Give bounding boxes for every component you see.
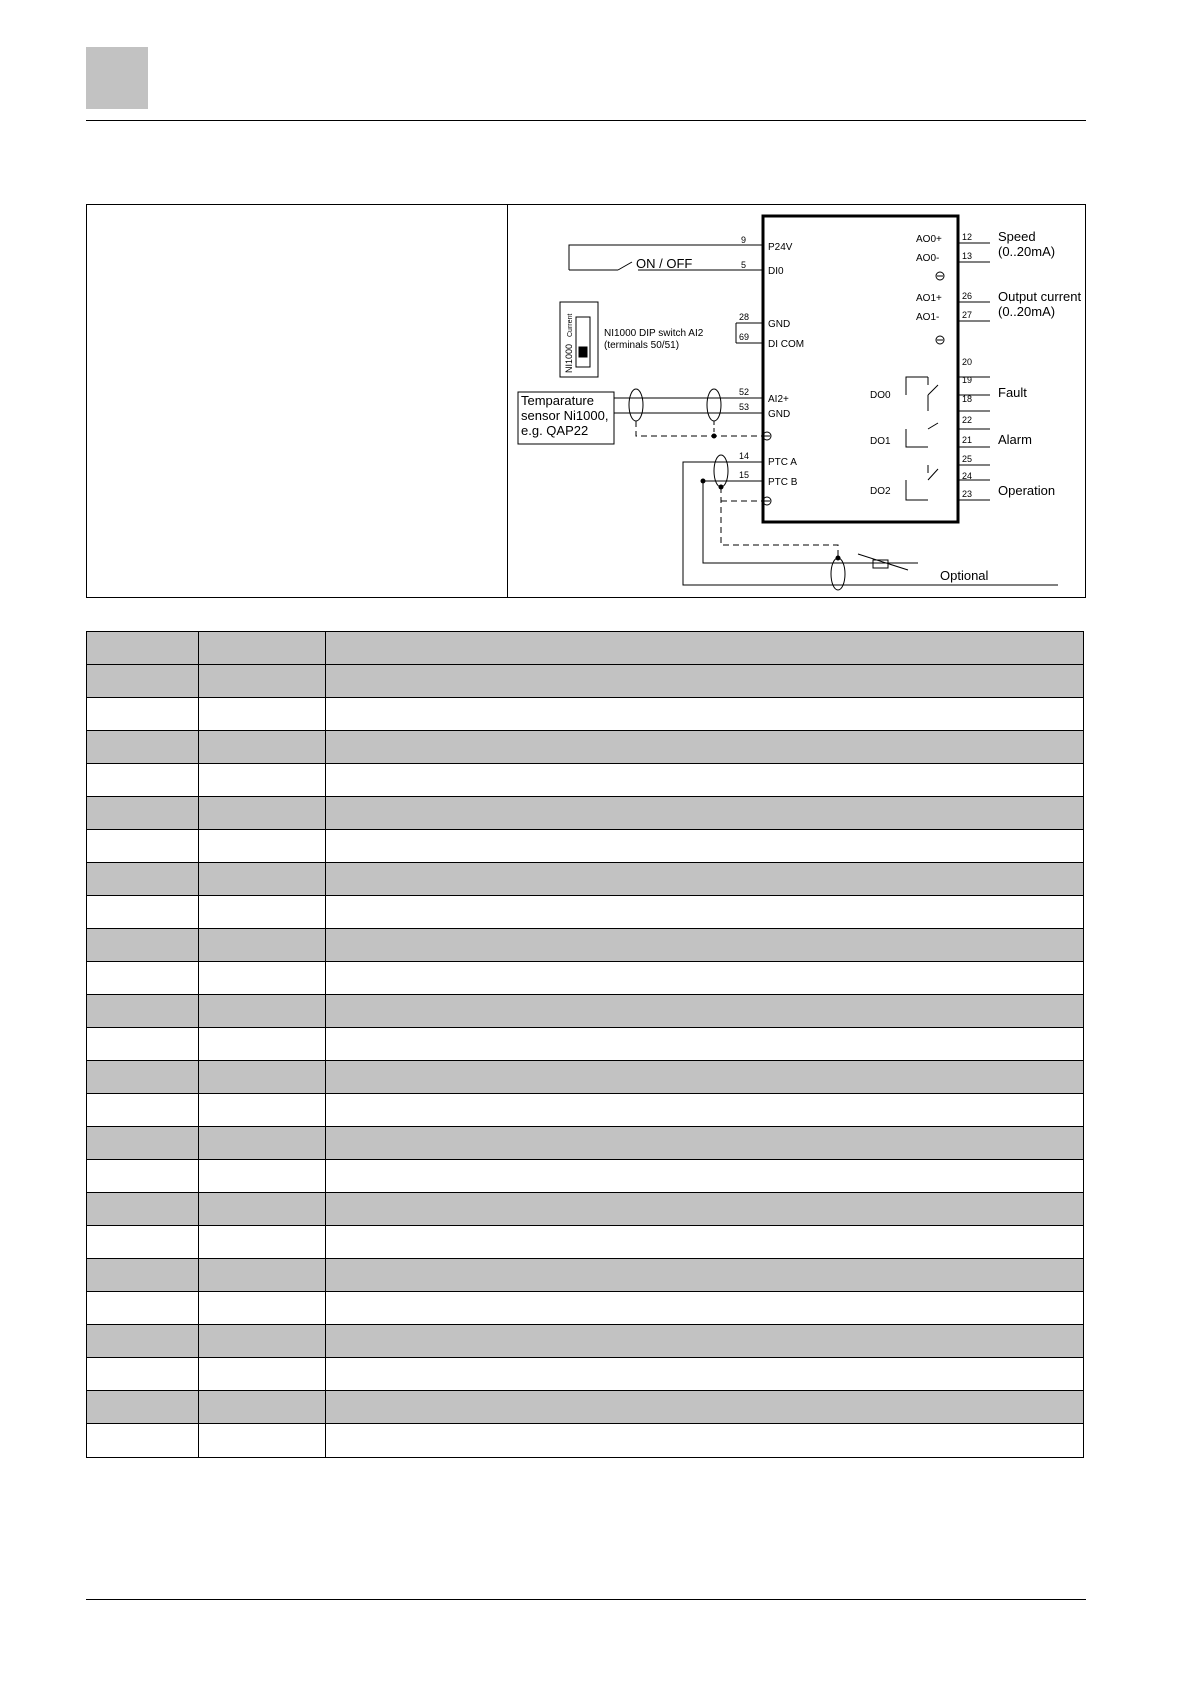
dip-switch-title: NI1000 DIP switch AI2 [604, 328, 704, 339]
terminal-69: 69 [739, 332, 750, 342]
table-cell [326, 962, 1083, 994]
table-row [87, 962, 1083, 995]
pin-gnd1: GND [768, 319, 791, 330]
terminal-52: 52 [739, 387, 750, 397]
table-cell [326, 1094, 1083, 1126]
pin-ao1m: AO1- [916, 312, 940, 323]
table-cell [199, 1028, 326, 1060]
table-cell [87, 698, 199, 730]
table-row [87, 1259, 1083, 1292]
table-header-cell [326, 632, 1083, 664]
table-cell [87, 764, 199, 796]
table-row [87, 995, 1083, 1028]
pin-ptca: PTC A [768, 457, 797, 468]
table-cell [199, 896, 326, 928]
terminal-14: 14 [739, 451, 750, 461]
pin-ptcb: PTC B [768, 477, 798, 488]
table-cell [199, 1127, 326, 1159]
table-header-cell [199, 632, 326, 664]
table-row [87, 830, 1083, 863]
on-off-label: ON / OFF [636, 256, 693, 271]
table-row [87, 1391, 1083, 1424]
table-cell [87, 962, 199, 994]
table-cell [199, 764, 326, 796]
operation-label: Operation [998, 483, 1056, 498]
table-cell [326, 1259, 1083, 1291]
table-cell [87, 1094, 199, 1126]
table-cell [199, 1292, 326, 1324]
figure-caption-area [87, 205, 508, 597]
terminal-21: 21 [962, 435, 973, 445]
table-cell [87, 1424, 199, 1457]
table-cell [199, 1226, 326, 1258]
table-cell [87, 1358, 199, 1390]
table-row [87, 1325, 1083, 1358]
sensor-label-line1: Temparature [521, 393, 594, 408]
dip-current-label: Current [567, 313, 574, 337]
table-row [87, 1094, 1083, 1127]
table-cell [87, 731, 199, 763]
table-cell [87, 1226, 199, 1258]
header-divider [86, 120, 1086, 121]
table-row [87, 797, 1083, 830]
table-cell [326, 1424, 1083, 1457]
table-cell [326, 1160, 1083, 1192]
table-cell [87, 797, 199, 829]
table-cell [199, 698, 326, 730]
table-row [87, 1193, 1083, 1226]
table-cell [326, 1028, 1083, 1060]
table-cell [199, 1061, 326, 1093]
table-cell [326, 830, 1083, 862]
table-cell [199, 929, 326, 961]
table-cell [87, 1325, 199, 1357]
sensor-label-line2: sensor Ni1000, [521, 408, 609, 423]
terminal-27: 27 [962, 310, 973, 320]
pin-ao1p: AO1+ [916, 293, 942, 304]
table-row [87, 1061, 1083, 1094]
table-cell [199, 797, 326, 829]
wiring-diagram-area [508, 205, 1087, 597]
table-cell [326, 1061, 1083, 1093]
table-cell [199, 863, 326, 895]
table-body [87, 665, 1083, 1457]
pin-ai2p: AI2+ [768, 394, 789, 405]
terminal-15: 15 [739, 470, 750, 480]
table-cell [326, 1391, 1083, 1423]
table-cell [87, 1292, 199, 1324]
table-cell [326, 1325, 1083, 1357]
pin-do2: DO2 [870, 486, 891, 497]
table-cell [199, 731, 326, 763]
terminal-5: 5 [741, 260, 747, 270]
table-cell [326, 698, 1083, 730]
table-row [87, 1424, 1083, 1457]
table-row [87, 929, 1083, 962]
terminal-23: 23 [962, 489, 973, 499]
terminal-28: 28 [739, 312, 750, 322]
dip-ni1000-label: NI1000 [564, 343, 574, 373]
wiring-diagram [508, 205, 1087, 597]
table-cell [87, 665, 199, 697]
parameter-table [86, 631, 1084, 1458]
table-row [87, 1028, 1083, 1061]
wiring-figure [86, 204, 1086, 598]
table-cell [199, 1358, 326, 1390]
pin-gnd2: GND [768, 409, 791, 420]
table-cell [199, 1193, 326, 1225]
table-cell [87, 1193, 199, 1225]
terminal-9: 9 [741, 235, 747, 245]
table-cell [87, 1391, 199, 1423]
table-row [87, 1226, 1083, 1259]
table-cell [326, 731, 1083, 763]
table-cell [326, 995, 1083, 1027]
pin-do0: DO0 [870, 390, 891, 401]
table-row [87, 896, 1083, 929]
table-cell [87, 1061, 199, 1093]
table-row [87, 1358, 1083, 1391]
dip-switch-terminals: (terminals 50/51) [604, 340, 680, 351]
table-cell [199, 1160, 326, 1192]
table-cell [199, 665, 326, 697]
table-header-cell [87, 632, 199, 664]
output-current-label: Output current [998, 289, 1082, 304]
pin-ao0m: AO0- [916, 253, 940, 264]
optional-label: Optional [940, 568, 989, 583]
table-row [87, 863, 1083, 896]
table-cell [326, 665, 1083, 697]
table-cell [87, 1160, 199, 1192]
table-cell [199, 995, 326, 1027]
terminal-53: 53 [739, 402, 750, 412]
output-current-range-label: (0..20mA) [998, 304, 1056, 319]
speed-label: Speed [998, 229, 1036, 244]
table-row [87, 665, 1083, 698]
table-cell [87, 863, 199, 895]
table-row [87, 731, 1083, 764]
table-row [87, 1160, 1083, 1193]
table-cell [199, 1094, 326, 1126]
table-row [87, 764, 1083, 797]
table-cell [326, 1292, 1083, 1324]
fault-label: Fault [998, 385, 1027, 400]
table-cell [326, 1358, 1083, 1390]
header-logo-block [86, 47, 148, 109]
terminal-12: 12 [962, 232, 973, 242]
pin-p24v: P24V [768, 242, 793, 253]
sensor-label-line3: e.g. QAP22 [521, 423, 589, 438]
table-row [87, 1292, 1083, 1325]
table-cell [199, 962, 326, 994]
table-cell [326, 1226, 1083, 1258]
table-cell [326, 896, 1083, 928]
terminal-13: 13 [962, 251, 973, 261]
table-cell [87, 1259, 199, 1291]
table-row [87, 698, 1083, 731]
table-cell [326, 1127, 1083, 1159]
table-cell [87, 1127, 199, 1159]
table-cell [199, 1259, 326, 1291]
alarm-label: Alarm [998, 432, 1032, 447]
table-cell [87, 929, 199, 961]
pin-dicom: DI COM [768, 339, 805, 350]
table-cell [87, 1028, 199, 1060]
table-cell [326, 797, 1083, 829]
terminal-18: 18 [962, 394, 973, 404]
pin-do1: DO1 [870, 436, 891, 447]
table-row [87, 1127, 1083, 1160]
terminal-25: 25 [962, 454, 973, 464]
table-cell [87, 995, 199, 1027]
table-cell [326, 1193, 1083, 1225]
terminal-24: 24 [962, 471, 973, 481]
table-cell [326, 929, 1083, 961]
table-cell [87, 830, 199, 862]
table-cell [199, 1424, 326, 1457]
table-header-row [87, 632, 1083, 665]
table-cell [199, 830, 326, 862]
pin-di0: DI0 [768, 266, 784, 277]
terminal-22: 22 [962, 415, 973, 425]
speed-range-label: (0..20mA) [998, 244, 1056, 259]
terminal-26: 26 [962, 291, 973, 301]
table-cell [199, 1391, 326, 1423]
terminal-19: 19 [962, 375, 973, 385]
table-cell [326, 764, 1083, 796]
pin-ao0p: AO0+ [916, 234, 942, 245]
table-cell [199, 1325, 326, 1357]
footer-divider [86, 1599, 1086, 1600]
terminal-20: 20 [962, 357, 973, 367]
table-cell [87, 896, 199, 928]
table-cell [326, 863, 1083, 895]
